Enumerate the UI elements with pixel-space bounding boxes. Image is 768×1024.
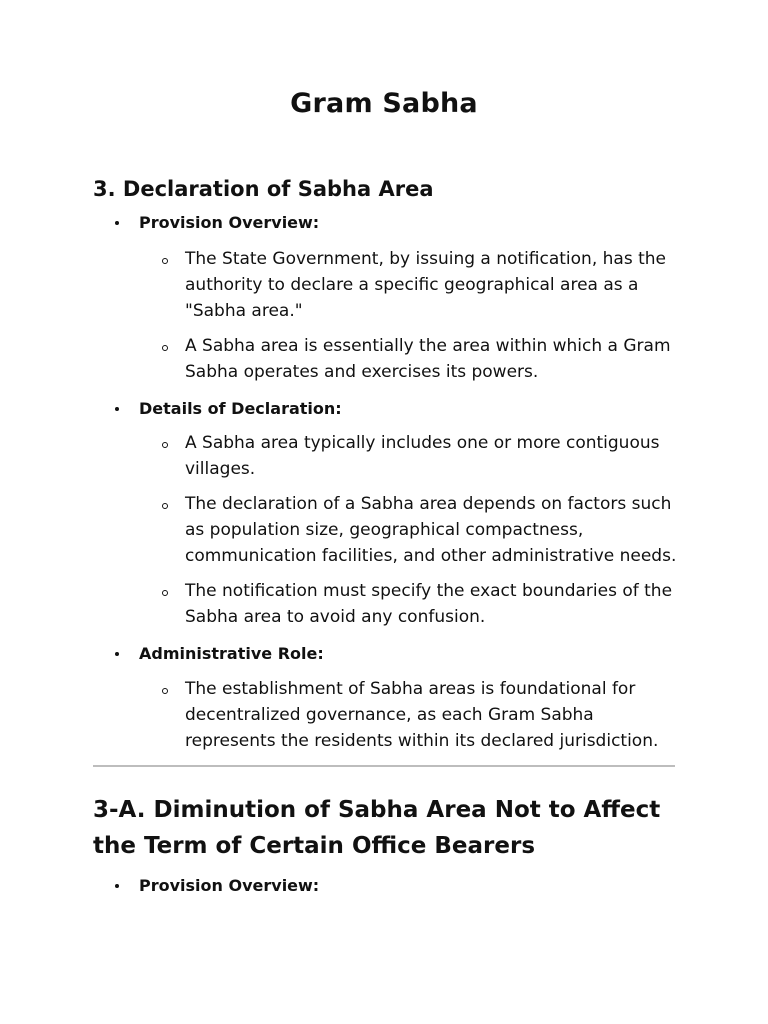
list-item-text: A Sabha area is essentially the area within which a Gram Sabha operates and exercises its powers. (185, 336, 671, 382)
section-heading: 3. Declaration of Sabha Area (93, 177, 434, 201)
list-item (139, 246, 683, 324)
bullet-dot-icon (115, 221, 119, 225)
list-item (139, 333, 683, 385)
bullet-circle-icon (162, 258, 168, 264)
list-item-provision-overview (93, 874, 683, 898)
list-item-text: The declaration of a Sabha area depends on factors such as population size, geographical compactness, communication facilities, and other administrative needs. (185, 494, 677, 566)
document-title: Gram Sabha (290, 88, 478, 119)
sub-bullet-list (139, 246, 683, 385)
bullet-list (93, 874, 683, 898)
list-item (139, 578, 683, 630)
list-item-text: The notification must specify the exact boundaries of the Sabha area to avoid any confusion. (185, 581, 673, 627)
section-declaration-of-sabha-area (93, 174, 683, 754)
list-item (139, 491, 683, 569)
section-heading: 3-A. Diminution of Sabha Area Not to Affect the Term of Certain Office Bearers (93, 797, 661, 859)
bullet-circle-icon (162, 345, 168, 351)
list-item-details-of-declaration (93, 397, 683, 630)
list-item-text: The State Government, by issuing a notification, has the authority to declare a specific geographical area as a "Sabha area." (185, 249, 666, 321)
bullet-circle-icon (162, 442, 168, 448)
bullet-dot-icon (115, 652, 119, 656)
list-item-administrative-role (93, 642, 683, 754)
bullet-dot-icon (115, 407, 119, 411)
sub-bullet-list (139, 676, 683, 754)
group-label: Administrative Role: (139, 644, 324, 663)
list-item-provision-overview (93, 211, 683, 385)
group-label: Provision Overview: (139, 213, 320, 232)
section-diminution-of-sabha-area (93, 792, 683, 898)
bullet-list (93, 211, 683, 754)
group-label: Details of Declaration: (139, 399, 342, 418)
bullet-dot-icon (115, 884, 119, 888)
list-item (139, 676, 683, 754)
sub-bullet-list (139, 430, 683, 630)
horizontal-rule (93, 765, 675, 767)
list-item (139, 430, 683, 482)
list-item-text: A Sabha area typically includes one or more contiguous villages. (185, 433, 660, 479)
bullet-circle-icon (162, 688, 168, 694)
bullet-circle-icon (162, 503, 168, 509)
group-label: Provision Overview: (139, 876, 320, 895)
list-item-text: The establishment of Sabha areas is foundational for decentralized governance, as each Gram Sabha represents the residents within its declared jurisdiction. (185, 679, 659, 751)
bullet-circle-icon (162, 590, 168, 596)
